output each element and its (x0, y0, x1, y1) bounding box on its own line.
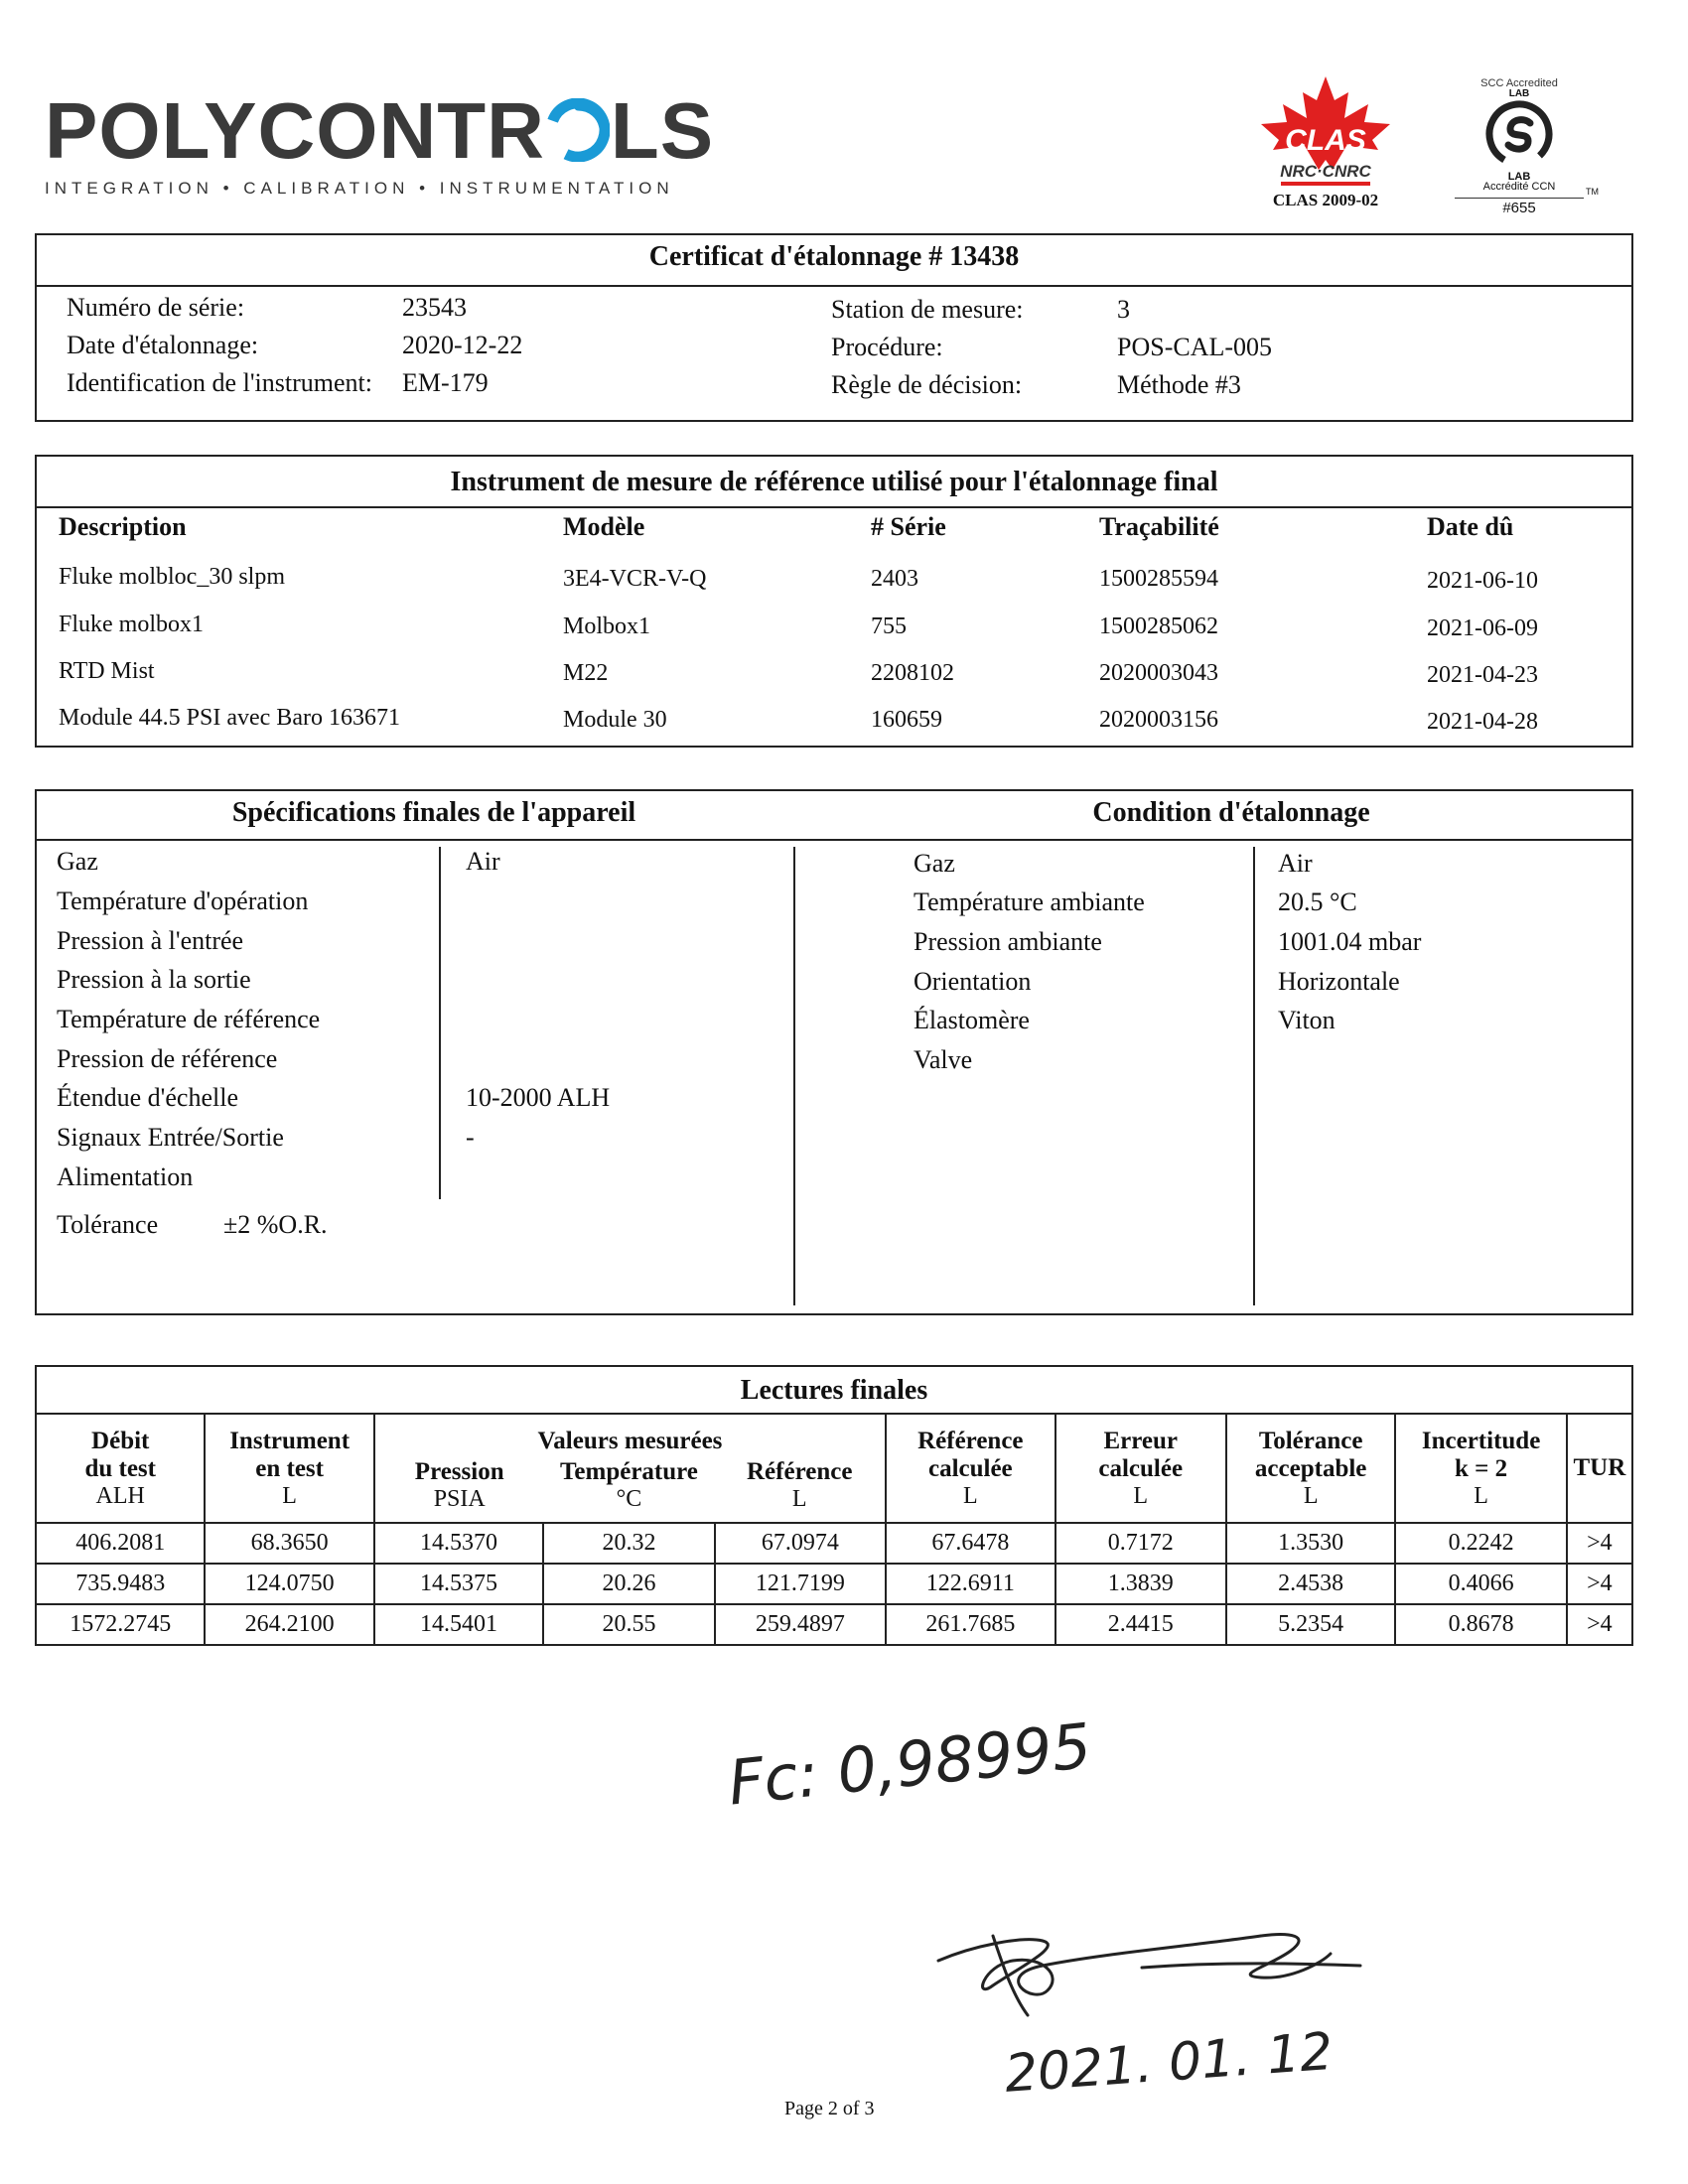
spec-label: Étendue d'échelle (57, 1083, 238, 1112)
cell: 20.26 (543, 1564, 714, 1604)
cell: 20.55 (543, 1604, 714, 1645)
cell: >4 (1567, 1604, 1632, 1645)
condition-value: 20.5 °C (1278, 887, 1357, 916)
spec-label: Alimentation (57, 1162, 194, 1191)
cell: 264.2100 (205, 1604, 373, 1645)
cell: 259.4897 (715, 1604, 886, 1645)
conditions-title: Condition d'étalonnage (1092, 797, 1370, 828)
station-value: 3 (1117, 295, 1130, 324)
ref-description: RTD Mist (59, 658, 155, 684)
reference-instrument-box (35, 455, 1633, 748)
cell: 2.4538 (1226, 1564, 1395, 1604)
cell: 14.5401 (374, 1604, 543, 1645)
serial-number-label: Numéro de série: (67, 293, 245, 322)
ref-traceability: 1500285594 (1099, 566, 1218, 592)
spec-label: Signaux Entrée/Sortie (57, 1123, 284, 1152)
procedure-value: POS-CAL-005 (1117, 333, 1273, 361)
spec-label: Température de référence (57, 1005, 321, 1033)
calibration-date-label: Date d'étalonnage: (67, 331, 259, 359)
handwritten-signature (933, 1906, 1370, 2025)
scc-badge (1455, 77, 1599, 216)
readings-header-row (36, 1414, 1632, 1523)
cell: 0.7172 (1055, 1523, 1226, 1564)
logo-wordmark-prefix: POLYCONTR (45, 86, 545, 175)
clas-code: CLAS 2009-02 (1272, 191, 1379, 209)
col-header-temperature: Température °C (560, 1457, 698, 1512)
cell: 14.5375 (374, 1564, 543, 1604)
cell: 67.0974 (715, 1523, 886, 1564)
specs-title: Spécifications finales de l'appareil (231, 797, 636, 828)
cell: 1.3839 (1055, 1564, 1226, 1604)
nrc-cnrc-text: NRC·CNRC (1280, 162, 1371, 181)
condition-value: Horizontale (1278, 967, 1400, 996)
cell: 261.7685 (886, 1604, 1055, 1645)
cell: 14.5370 (374, 1523, 543, 1564)
ref-header-model: Modèle (563, 512, 645, 541)
ref-description: Fluke molbox1 (59, 612, 205, 637)
nrc-bar (1281, 182, 1370, 186)
col-header-reference: Référence L (747, 1457, 853, 1512)
scc-tm-text: TM (1586, 187, 1599, 197)
cell: 0.8678 (1395, 1604, 1566, 1645)
cell: 68.3650 (205, 1523, 373, 1564)
ref-serial: 2208102 (871, 660, 954, 686)
col-header-test-flow: Débit du test ALH (36, 1414, 205, 1523)
cell: 0.4066 (1395, 1564, 1566, 1604)
ref-model: M22 (563, 660, 609, 686)
ref-traceability: 1500285062 (1099, 614, 1218, 639)
ref-header-traceability: Traçabilité (1099, 512, 1219, 541)
cell: 67.6478 (886, 1523, 1055, 1564)
cell: 5.2354 (1226, 1604, 1395, 1645)
ref-description: Module 44.5 PSI avec Baro 163671 (59, 705, 400, 731)
cell: 124.0750 (205, 1564, 373, 1604)
spec-label: Pression de référence (57, 1044, 278, 1073)
table-row (36, 1564, 1632, 1604)
specs-title-divider (37, 839, 1631, 841)
spec-value: 10-2000 ALH (466, 1083, 611, 1112)
ref-due-date: 2021-04-28 (1427, 709, 1538, 735)
tolerance-value: ±2 %O.R. (223, 1210, 328, 1239)
table-row (36, 1523, 1632, 1564)
col-header-calculated-error: Erreur calculée L (1055, 1414, 1226, 1523)
condition-label: Température ambiante (914, 887, 1145, 916)
cell: 735.9483 (36, 1564, 205, 1604)
ref-serial: 2403 (871, 566, 918, 592)
instrument-id-label: Identification de l'instrument: (67, 368, 372, 397)
scc-lab-top-text: LAB (1508, 88, 1530, 99)
condition-label: Orientation (914, 967, 1032, 996)
scc-divider (1455, 198, 1584, 199)
ref-model: 3E4-VCR-V-Q (563, 566, 707, 592)
condition-label: Pression ambiante (914, 927, 1102, 956)
spec-value: - (466, 1123, 475, 1152)
station-label: Station de mesure: (831, 295, 1024, 324)
clas-badge (1251, 74, 1400, 213)
col-header-uncertainty: Incertitude k = 2 L (1395, 1414, 1566, 1523)
condition-label: Valve (914, 1045, 973, 1074)
instrument-id-value: EM-179 (402, 368, 489, 397)
final-readings-box (35, 1365, 1633, 1646)
condition-label: Gaz (914, 849, 955, 878)
specs-conditions-divider (793, 847, 795, 1305)
decision-rule-value: Méthode #3 (1117, 370, 1241, 399)
specs-column-divider (439, 847, 441, 1199)
certificate-box (35, 233, 1633, 422)
spec-value: Air (466, 847, 500, 876)
handwritten-factor: Fc: 0,98995 (725, 1708, 1095, 1820)
scc-ccn-text: Accrédité CCN (1482, 181, 1556, 193)
cell: 121.7199 (715, 1564, 886, 1604)
measured-values-header: Valeurs mesurées (537, 1427, 723, 1454)
cell: >4 (1567, 1564, 1632, 1604)
reference-title-divider (37, 506, 1631, 508)
cell: >4 (1567, 1523, 1632, 1564)
scc-lab-text: LAB (1507, 171, 1531, 183)
spec-label: Pression à l'entrée (57, 926, 244, 955)
ref-due-date: 2021-04-23 (1427, 662, 1538, 688)
procedure-label: Procédure: (831, 333, 943, 361)
col-header-acceptable-tolerance: Tolérance acceptable L (1226, 1414, 1395, 1523)
certificate-title: Certificat d'étalonnage # 13438 (648, 241, 1020, 272)
col-header-calculated-reference: Référence calculée L (886, 1414, 1055, 1523)
cell: 1.3530 (1226, 1523, 1395, 1564)
cell: 2.4415 (1055, 1604, 1226, 1645)
condition-value: Viton (1278, 1006, 1336, 1034)
col-header-instrument-under-test: Instrument en test L (205, 1414, 373, 1523)
cell: 406.2081 (36, 1523, 205, 1564)
readings-title: Lectures finales (740, 1375, 928, 1406)
ref-model: Module 30 (563, 707, 667, 733)
spec-label: Gaz (57, 847, 98, 876)
ref-traceability: 2020003156 (1099, 707, 1218, 733)
conditions-column-divider (1253, 847, 1255, 1305)
logo-wordmark-suffix: LS (610, 86, 715, 175)
logo-tagline: INTEGRATION • CALIBRATION • INSTRUMENTATION (45, 179, 674, 198)
ref-due-date: 2021-06-10 (1427, 568, 1538, 594)
scc-symbol-icon (1484, 99, 1554, 169)
cell: 1572.2745 (36, 1604, 205, 1645)
decision-rule-label: Règle de décision: (831, 370, 1023, 399)
company-logo (45, 86, 715, 175)
scc-header-text: SCC Accredited (1480, 77, 1558, 89)
col-header-tur: TUR (1567, 1414, 1632, 1523)
col-header-measured-values-group (374, 1414, 886, 1523)
ref-traceability: 2020003043 (1099, 660, 1218, 686)
serial-number-value: 23543 (402, 293, 467, 322)
scc-number: #655 (1502, 200, 1536, 216)
readings-table (35, 1413, 1633, 1646)
tolerance-label: Tolérance (57, 1210, 159, 1239)
table-row (36, 1604, 1632, 1645)
ref-header-description: Description (59, 512, 187, 541)
spec-label: Pression à la sortie (57, 965, 251, 994)
calibration-date-value: 2020-12-22 (402, 331, 523, 359)
ref-header-due-date: Date dû (1427, 512, 1514, 541)
spec-label: Température d'opération (57, 887, 309, 915)
col-header-pressure: Pression PSIA (414, 1457, 504, 1512)
cell: 122.6911 (886, 1564, 1055, 1604)
handwritten-date: 2021. 01. 12 (1003, 2021, 1336, 2105)
condition-value: 1001.04 mbar (1278, 927, 1422, 956)
specs-conditions-box (35, 789, 1633, 1315)
condition-value: Air (1278, 849, 1313, 878)
condition-label: Élastomère (914, 1006, 1030, 1034)
reference-title: Instrument de mesure de référence utilisé pour l'étalonnage final (450, 467, 1218, 497)
ref-description: Fluke molbloc_30 slpm (59, 564, 285, 590)
ref-header-serial: # Série (871, 512, 946, 541)
ref-serial: 160659 (871, 707, 942, 733)
page-number: Page 2 of 3 (784, 2098, 875, 2119)
ref-due-date: 2021-06-09 (1427, 615, 1538, 641)
cell: 0.2242 (1395, 1523, 1566, 1564)
clas-text: CLAS (1285, 124, 1366, 157)
ref-model: Molbox1 (563, 614, 651, 639)
cell: 20.32 (543, 1523, 714, 1564)
logo-o-swirl-icon (546, 98, 610, 162)
certificate-title-divider (37, 285, 1631, 287)
ref-serial: 755 (871, 614, 907, 639)
